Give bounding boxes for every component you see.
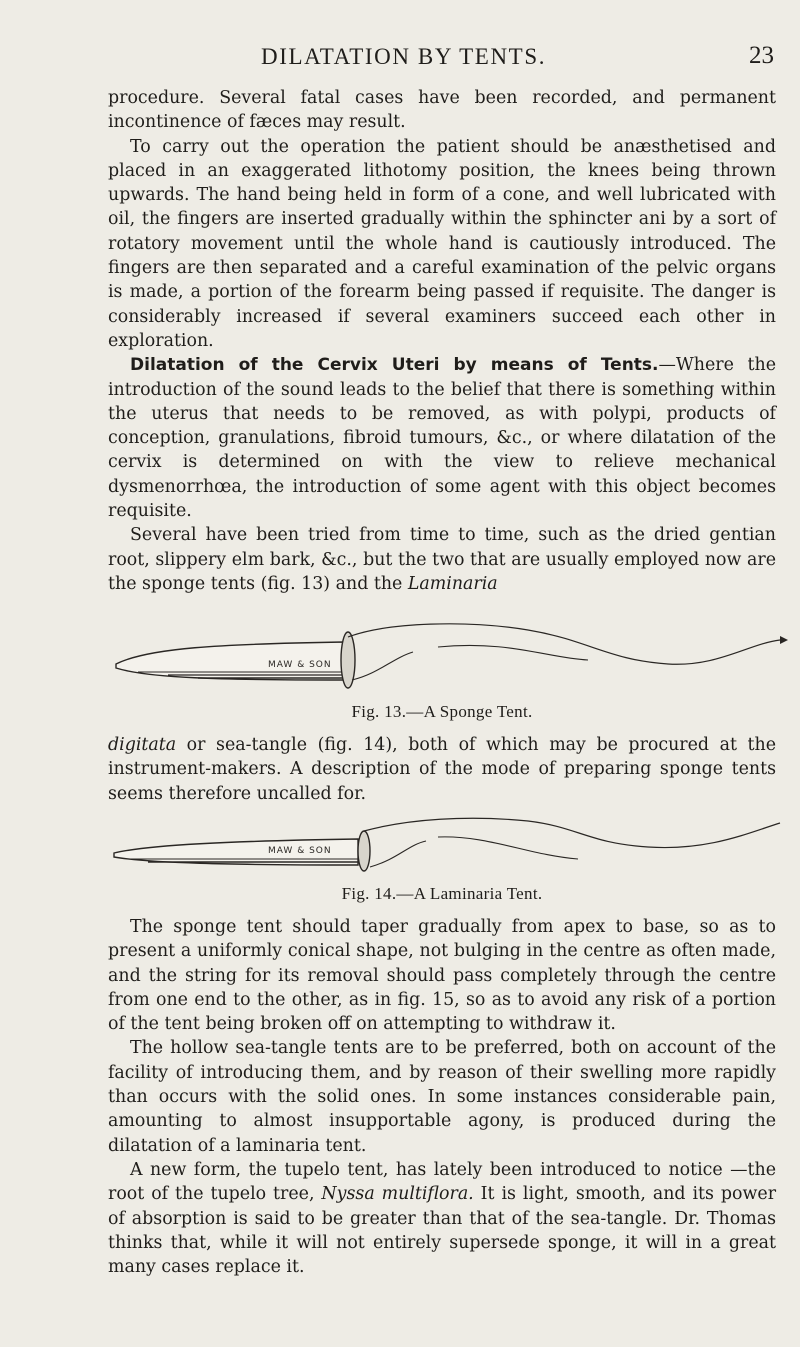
paragraph-dilatation — [108, 353, 776, 523]
paragraph-tupelo — [108, 1158, 776, 1279]
running-header — [175, 40, 774, 74]
paragraph-tupelo-a: A new form, the tupelo tent, has lately been introduced to notice —the root of the tupelo tree, — [108, 1159, 776, 1205]
paragraph-hollow-tents: The hollow sea-tangle tents are to be preferred, both on account of the facility of introducing them, and by reason of their swelling more rapidly than occurs with the solid ones. In some instances considerable pain, amounting to almost insupportable agony, is produced during the dilatation of a laminaria tent. — [108, 1038, 776, 1156]
tent-string — [364, 818, 780, 847]
maker-mark: MAW & SON — [268, 660, 332, 670]
paragraph-digitata-body: or sea-tangle (fig. 14), both of which may be procured at the instrument-makers. A description of the mode of preparing sponge tents seems therefore uncalled for. — [108, 735, 776, 804]
paragraph-dilatation-body: —Where the introduction of the sound leads to the belief that there is something within the uterus that needs to be removed, as with polypi, products of conception, granulations, fibroid tumours, &c., or where dilatation of the cervix is determined on with the view to relieve mechanical dysmenorrhœa, the introduction of some agent with this object becomes requisite. — [108, 355, 776, 522]
tent-string-end — [780, 636, 788, 644]
laminaria-term: Laminaria — [407, 573, 498, 594]
paragraph-sponge-tent: The sponge tent should taper gradually from apex to base, so as to present a uniformly conical shape, not bulging in the centre as often made, and the string for its removal should pass completely through the centre from one end to the other, as in fig. 15, so as to avoid any risk of a portion of the tent being broken off on attempting to withdraw it. — [108, 917, 776, 1035]
digitata-term: digitata — [108, 735, 177, 755]
running-title: DILATATION BY TENTS. — [261, 44, 547, 69]
maker-mark: MAW & SON — [268, 846, 332, 856]
paragraph-tupelo-b: It is light, smooth, and its power of absorption is said to be greater than that of the sea-tangle. Dr. Thomas thinks that, while it will not entirely supersede sponge, it will in a great many cases replace it. — [108, 1184, 777, 1278]
fig13-label: Fig. 13. — [351, 702, 407, 721]
middle-text-block — [108, 733, 776, 806]
upper-text-block — [108, 86, 776, 596]
nyssa-term: Nyssa multiflora. — [321, 1184, 474, 1205]
fig13-text: —A Sponge Tent. — [406, 702, 533, 721]
paragraph-digitata — [108, 733, 776, 806]
fig14-caption — [108, 884, 776, 904]
fig14-label: Fig. 14. — [341, 884, 397, 903]
section-heading: Dilatation of the Cervix Uteri by means of Tents. — [130, 355, 659, 376]
paragraph-operation: To carry out the operation the patient should be anæsthetised and placed in an exaggerated lithotomy position, the knees being thrown upwards. The hand being held in form of a cone, and well lubricated with oil, the fingers are inserted gradually within the sphincter ani by a sort of rotatory movement until the whole hand is cautiously introduced. The fingers are then separated and a careful examination of the pelvic organs is made, a portion of the forearm being passed if requisite. The danger is considerably increased if several examiners succeed each other in exploration. — [108, 136, 776, 351]
paragraph-tents-text: Several have been tried from time to time, such as the dried gentian root, slippery elm bark, &c., but the two that are usually employed now are the sponge tents (fig. 13) and the — [108, 525, 776, 594]
laminaria-tent-figure — [108, 815, 788, 875]
tent-string — [370, 841, 426, 867]
sponge-tent-figure — [108, 622, 788, 692]
paragraph-procedure: procedure. Several fatal cases have been recorded, and permanent incontinence of fæces may result. — [108, 88, 776, 133]
fig14-text: —A Laminaria Tent. — [396, 884, 543, 903]
tent-string — [438, 837, 578, 859]
tent-string — [352, 652, 413, 680]
tent-string — [438, 645, 588, 660]
lower-text-block — [108, 915, 776, 1279]
fig13-caption — [108, 702, 776, 722]
paragraph-tents-tried — [108, 523, 776, 596]
tent-string — [348, 624, 780, 664]
page-number: 23 — [749, 42, 774, 69]
laminaria-tent-base — [358, 831, 370, 871]
